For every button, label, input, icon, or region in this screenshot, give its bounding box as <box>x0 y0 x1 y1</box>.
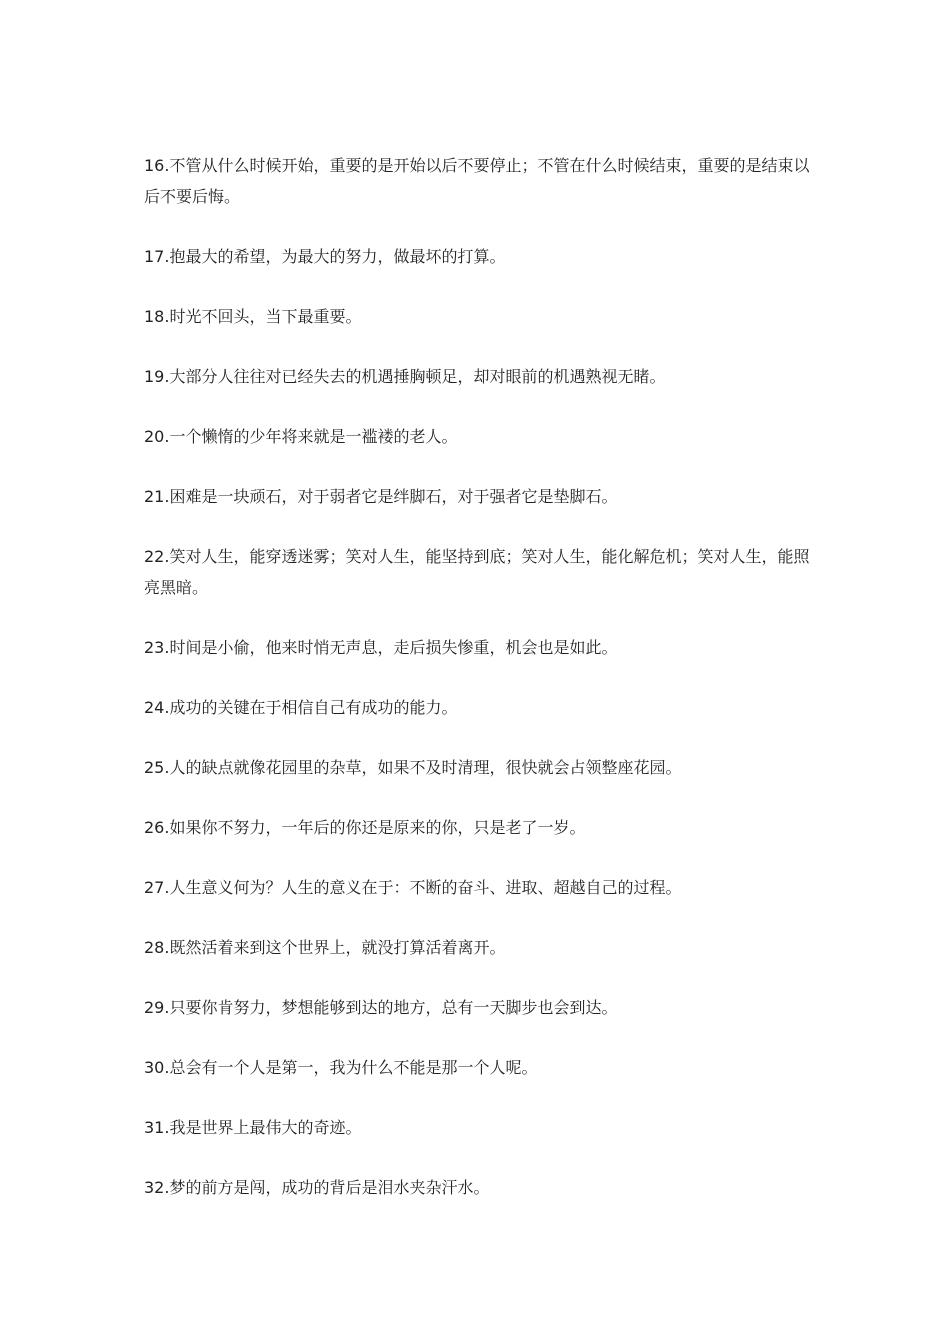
quote-item-25: 25.人的缺点就像花园里的杂草，如果不及时清理，很快就会占领整座花园。 <box>144 758 682 777</box>
quote-item-32: 32.梦的前方是闯，成功的背后是泪水夹杂汗水。 <box>144 1178 490 1197</box>
quote-item-18: 18.时光不回头，当下最重要。 <box>144 307 362 326</box>
quote-item-16: 16.不管从什么时候开始，重要的是开始以后不要停止；不管在什么时候结束，重要的是结束以后不要后悔。 <box>144 156 810 206</box>
quote-item-28: 28.既然活着来到这个世界上，就没打算活着离开。 <box>144 938 506 957</box>
quote-item-30: 30.总会有一个人是第一，我为什么不能是那一个人呢。 <box>144 1058 538 1077</box>
quote-item-31: 31.我是世界上最伟大的奇迹。 <box>144 1118 362 1137</box>
quote-item-26: 26.如果你不努力，一年后的你还是原来的你，只是老了一岁。 <box>144 818 586 837</box>
quote-item-21: 21.困难是一块顽石，对于弱者它是绊脚石，对于强者它是垫脚石。 <box>144 487 618 506</box>
quote-item-22: 22.笑对人生，能穿透迷雾；笑对人生，能坚持到底；笑对人生，能化解危机；笑对人生，能照亮黑暗。 <box>144 547 810 597</box>
quote-item-17: 17.抱最大的希望，为最大的努力，做最坏的打算。 <box>144 247 506 266</box>
quote-item-20: 20.一个懒惰的少年将来就是一褴褛的老人。 <box>144 427 458 446</box>
quote-item-24: 24.成功的关键在于相信自己有成功的能力。 <box>144 698 458 717</box>
quote-item-27: 27.人生意义何为？人生的意义在于：不断的奋斗、进取、超越自己的过程。 <box>144 878 682 897</box>
quote-list <box>144 150 812 1232</box>
quote-item-19: 19.大部分人往往对已经失去的机遇捶胸顿足，却对眼前的机遇熟视无睹。 <box>144 367 666 386</box>
quote-item-29: 29.只要你肯努力，梦想能够到达的地方，总有一天脚步也会到达。 <box>144 998 618 1017</box>
quote-item-23: 23.时间是小偷，他来时悄无声息，走后损失惨重，机会也是如此。 <box>144 638 618 657</box>
